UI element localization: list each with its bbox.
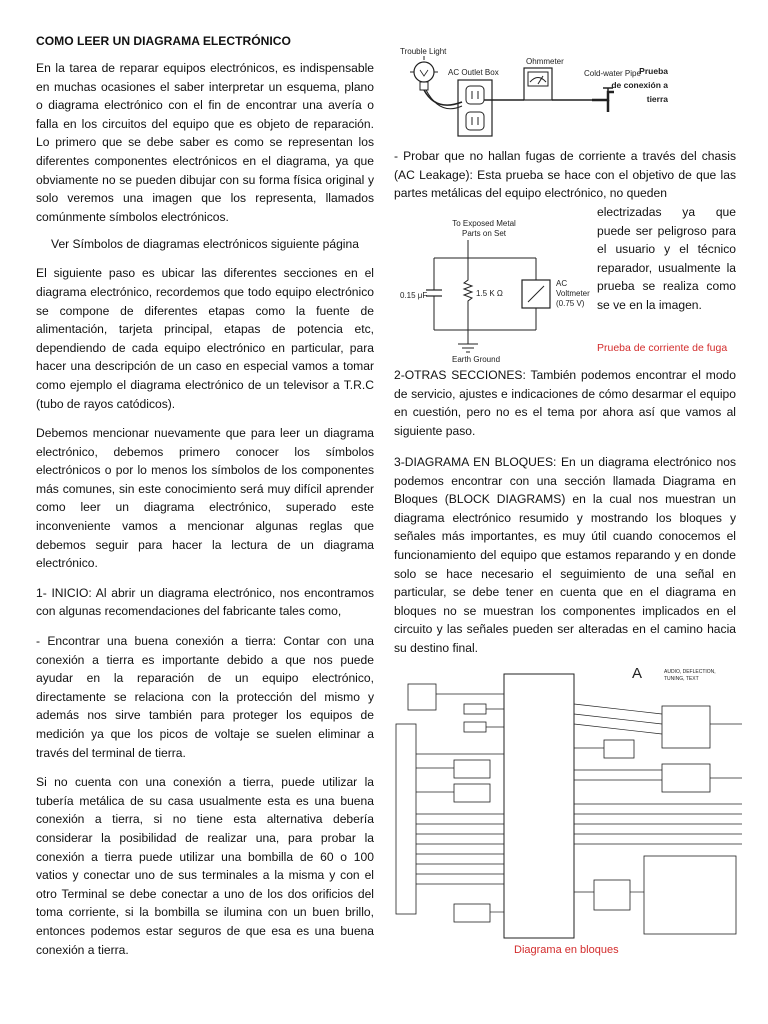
block-diagram-figure: [394, 664, 742, 944]
sections-paragraph: El siguiente paso es ubicar las diferentes secciones en el diagrama electrónico, recordemos que todo equipo electrónico se compone de diferentes etapas como la fuente de alimentación, tarjeta principal, etapas de potencia etc, dependiendo de cada equipo electrónico en particular, para hacer una descripción de un caso en especial vamos a tomar como ejemplo el diagrama electrónico de un televisor a T.R.C (tubo de rayos catódicos).: [36, 266, 374, 411]
voltmeter-label-2: Voltmeter: [556, 289, 590, 298]
voltmeter-label-3: (0.75 V): [556, 299, 585, 308]
start-paragraph: 1- INICIO: Al abrir un diagrama electrónico, nos encontramos con algunas recomendaciones del fabricante tales como,: [36, 585, 374, 619]
leakage-float-text: [597, 203, 736, 315]
ground-test-figure: [396, 42, 668, 142]
earth-ground-label: Earth Ground: [452, 355, 501, 364]
central-ic-block: [504, 674, 574, 938]
connector-block: [396, 724, 416, 914]
symbols-reference: Ver Símbolos de diagramas electrónicos siguiente página: [51, 237, 359, 252]
ground-paragraph: - Encontrar una buena conexión a tierra: Contar con una conexión a tierra es importante debido a que nos puede ayudar en la reparación de un equipo electrónico, directamente se relaciona con la protección del mismo y además nos sirve también para proteger los equipos de medición ya que los picos de voltaje se suelen eliminar a través del terminal de tierra.: [36, 634, 374, 760]
faucet-icon: [592, 92, 614, 100]
figure-header-2: TUNING, TEXT: [664, 676, 699, 682]
symbols-paragraph: Debemos mencionar nuevamente que para leer un diagrama electrónico, debemos primero conocer los símbolos electrónicos o por lo menos los símbolos de los componentes más comunes, sin este conocimiento será muy difícil aprender como leer un diagrama electrónico, superado este inconveniente vamos a mencionar algunas reglas que debemos seguir para hacer la lectura de un diagrama electrónico.: [36, 426, 374, 571]
outlet-box: [458, 80, 492, 136]
left-column: [36, 34, 374, 959]
metal-parts-label-1: To Exposed Metal: [452, 219, 516, 228]
voltmeter-label-1: AC: [556, 279, 568, 288]
ground-caption-1: Prueba: [639, 66, 668, 76]
pipe-label: Cold-water Pipe: [584, 69, 641, 78]
trouble-light-label: Trouble Light: [400, 47, 447, 56]
capacitor-label: 0.15 μF: [400, 291, 428, 300]
ohmmeter-label: Ohmmeter: [526, 57, 564, 66]
block-diagram-paragraph: 3-DIAGRAMA EN BLOQUES: En un diagrama electrónico nos podemos encontrar con una sección llamada Diagrama en Bloques (BLOCK DIAGRAMS) en la cual nos muestran un diagrama electrónico resumido y mostrando los bloques y señales más importantes, es muy útil cuando conocemos el funcionamiento del equipo que estamos reparando y en donde solo se hace necesario el seguimiento de una señal en particular, se debe tener en cuenta que en el diagrama en bloques no se muestran los componentes implicados en el circuito y las señales pueden ser alteradas en el camino hacia su destino final.: [394, 455, 736, 655]
bulb-icon: [414, 62, 434, 82]
ground-caption-3: tierra: [646, 94, 668, 104]
resistor-symbol: [464, 258, 472, 330]
outlet-label: AC Outlet Box: [448, 68, 499, 77]
other-sections-paragraph: 2-OTRAS SECCIONES: También podemos encontrar el modo de servicio, ajustes e indicaciones de cómo desarmar el equipo en cuestión, pero no es el tema por ahora así que vamos al siguiente paso.: [394, 368, 736, 438]
figure-header-1: AUDIO, DEFLECTION,: [664, 669, 716, 675]
leakage-caption: Prueba de corriente de fuga: [597, 342, 728, 354]
resistor-label: 1.5 K Ω: [476, 289, 503, 298]
block-diagram-caption: Diagrama en bloques: [514, 944, 619, 956]
page-title: COMO LEER UN DIAGRAMA ELECTRÓNICO: [36, 34, 291, 48]
metal-parts-label-2: Parts on Set: [461, 229, 507, 238]
bulb-test-paragraph: Si no cuenta con una conexión a tierra, puede utilizar la tubería metálica de su casa usualmente esta es una buena conexión a tierra, si no tiene esta alternativa debería considerar la posibilidad de realizar una, para probar la conexión a tierra puede utilizar una bombilla de 60 o 100 vatios y conectar uno de sus terminales a la misma y con el otro Terminal se debe conectar a uno de los dos orificios del toma corriente, si la bombilla se ilumina con un buen brillo, entonces podemos estar seguros de que esa es una buena conexión a tierra.: [36, 775, 374, 957]
leakage-paragraph-cont: electrizadas ya que puede ser peligroso para el usuario y el técnico reparador, usualmente la prueba se realiza como se ve en la imagen.: [597, 205, 736, 312]
intro-paragraph: En la tarea de reparar equipos electrónicos, es indispensable en muchas ocasiones el saber interpretar un esquema, plano o diagrama electrónico con el fin de encontrar una avería o falla en los circuitos del equipo que es objeto de reparación. Lo primero que se debe saber es como se representan los diferentes componentes electrónicos en el diagrama, ya que obviamente no se pueden dibujar con su forma física original y solo veremos una imagen que los representa, llamados comúnmente símbolos electrónicos.: [36, 61, 374, 224]
figure-letter-a: A: [632, 665, 643, 682]
leakage-paragraph: - Probar que no hallan fugas de corriente a través del chasis (AC Leakage): Esta prueba se hace con el objetivo de que las partes metálicas del equipo electrónico, no queden: [394, 149, 736, 201]
leakage-test-figure: [396, 214, 592, 366]
ground-caption-2: de conexión a: [611, 80, 668, 90]
